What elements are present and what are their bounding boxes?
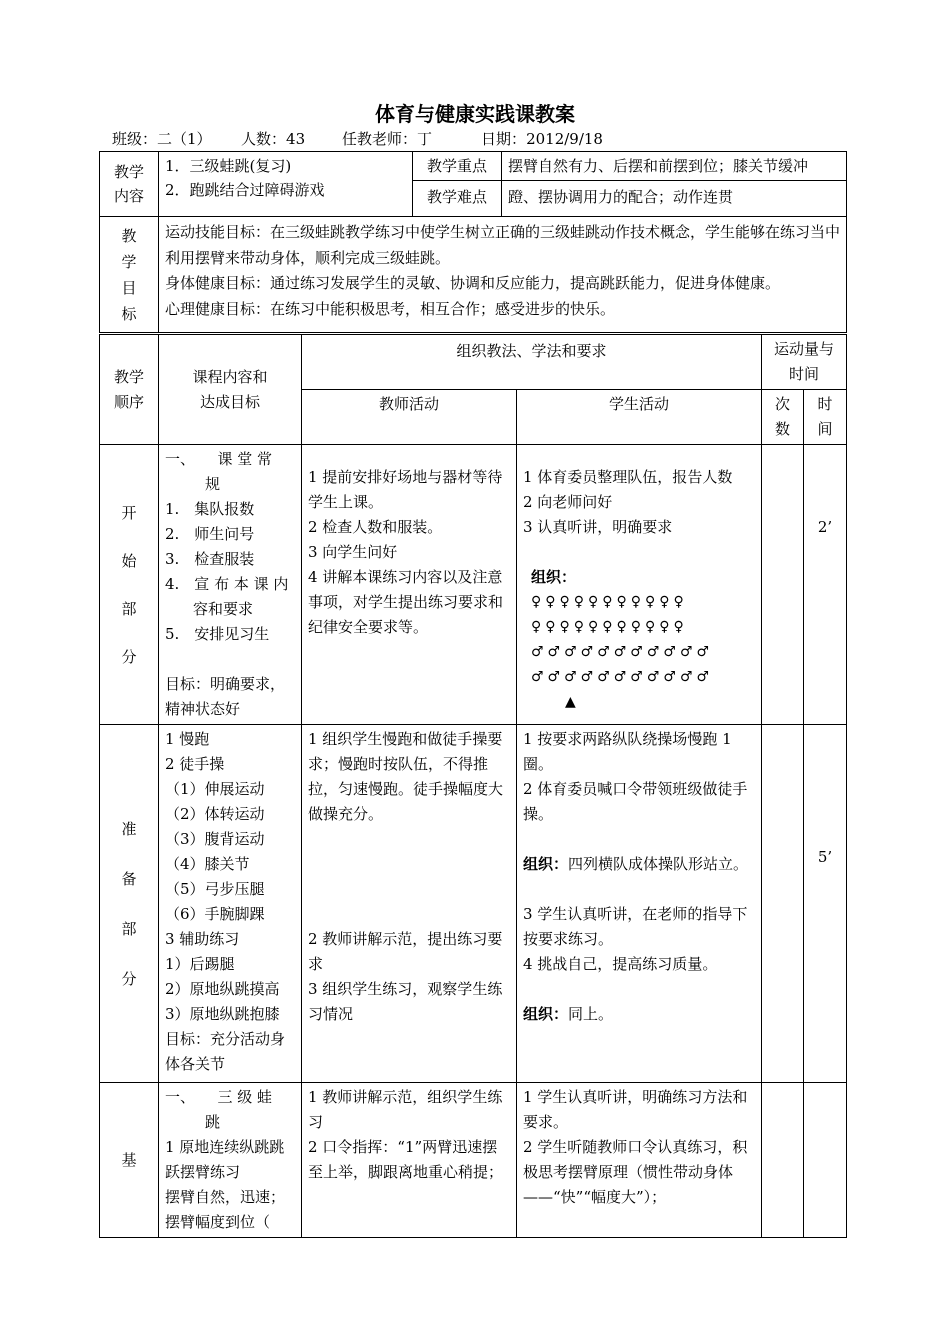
table-row	[100, 445, 847, 725]
col-teacher: 教师活动	[302, 390, 517, 445]
org-label: 组织：	[531, 568, 577, 586]
formation-row-male: ♂♂♂♂♂♂♂♂♂♂♂	[531, 644, 714, 660]
formation-row-female: ♀♀♀♀♀♀♀♀♀♀♀	[531, 619, 688, 635]
goals-label: 教 学 目 标	[100, 217, 159, 333]
col-method: 组织教法、学法和要求	[302, 335, 762, 390]
lesson-table	[99, 334, 847, 1238]
section-time	[804, 1083, 847, 1238]
teacher-label: 任教老师：	[342, 130, 418, 148]
table-row	[100, 725, 847, 1083]
section-content: 一、 课 堂 常 规 1. 集队报数 2. 师生问号 3. 检查服装 4. 宣 布 本 课 内 容和要求 5. 安排见习生 目标：明确要求，精神状态好	[159, 445, 302, 725]
col-order: 教学 顺序	[100, 335, 159, 445]
content-label: 教学 内容	[100, 152, 159, 217]
col-load: 运动量与 时间	[762, 335, 847, 390]
section-count	[762, 445, 804, 725]
teacher-position-icon: ▲	[565, 694, 576, 710]
section-count	[762, 725, 804, 1083]
org-label: 组织：	[523, 1005, 569, 1023]
key-label: 教学重点	[413, 152, 502, 181]
section-student: 1 按要求两路纵队绕操场慢跑 1 圈。 2 体育委员喊口令带领班级做徒手操。 组织：四列横队成体操队形站立。 3 学生认真听讲，在老师的指导下按要求练习。 4 挑战自己，提高练习质量。 组织：同上。	[517, 725, 762, 1083]
content-items	[159, 152, 413, 217]
section-time: 5’	[804, 725, 847, 1083]
goals-text	[159, 217, 847, 333]
section-label: 基	[100, 1083, 159, 1238]
key-value: 摆臂自然有力、后摆和前摆到位；膝关节缓冲	[502, 152, 847, 181]
teacher-value: 丁	[417, 130, 433, 148]
section-count	[762, 1083, 804, 1238]
date-value: 2012/9/18	[526, 130, 603, 148]
difficulty-label: 教学难点	[413, 181, 502, 217]
section-teacher: 1 教师讲解示范，组织学生练习 2 口令指挥：“1”两臂迅速摆至上举，脚跟离地重心稍提；	[302, 1083, 517, 1238]
content-item: 1．三级蛙跳(复习)	[165, 157, 292, 175]
info-line	[112, 128, 603, 149]
col-student: 学生活动	[517, 390, 762, 445]
goal-body: 身体健康目标：通过练习发展学生的灵敏、协调和反应能力，提高跳跃能力，促进身体健康。	[165, 274, 781, 292]
section-time: 2’	[804, 445, 847, 725]
col-time: 时 间	[804, 390, 847, 445]
section-content: 一、 三 级 蛙 跳 1 原地连续纵跳跳跃摆臂练习 摆臂自然，迅速；摆臂幅度到位（	[159, 1083, 302, 1238]
section-teacher: 1 组织学生慢跑和做徒手操要求；慢跑时按队伍，不得推拉，匀速慢跑。徒手操幅度大做操充分。 2 教师讲解示范，提出练习要求 3 组织学生练习，观察学生练习情况	[302, 725, 517, 1083]
content-item: 2．跑跳结合过障碍游戏	[165, 181, 325, 199]
class-value: 二（1）	[157, 130, 212, 148]
header-table	[99, 151, 847, 333]
section-student: 1 学生认真听讲，明确练习方法和要求。 2 学生听随教师口令认真练习，积极思考摆臂原理（惯性带动身体——“快”“幅度大”）；	[517, 1083, 762, 1238]
section-student: 1 体育委员整理队伍，报告人数 2 向老师问好 3 认真听讲，明确要求 组织： ♀♀♀♀♀♀♀♀♀♀♀ ♀♀♀♀♀♀♀♀♀♀♀ ♂♂♂♂♂♂♂♂♂♂♂ ♂♂♂♂♂♂♂♂♂♂♂ ▲	[517, 445, 762, 725]
formation-row-male: ♂♂♂♂♂♂♂♂♂♂♂	[531, 669, 714, 685]
section-content: 1 慢跑 2 徒手操 （1）伸展运动 （2）体转运动 （3）腹背运动 （4）膝关节 （5）弓步压腿 （6）手腕脚踝 3 辅助练习 1）后踢腿 2）原地纵跳摸高 3）原地纵跳抱膝 目标：充分活动身体各关节	[159, 725, 302, 1083]
section-label: 开 始 部 分	[100, 445, 159, 725]
class-label: 班级：	[112, 130, 158, 148]
count-value: 43	[286, 130, 306, 148]
section-label: 准 备 部 分	[100, 725, 159, 1083]
page-title: 体育与健康实践课教案	[375, 102, 575, 126]
count-label: 人数：	[241, 130, 287, 148]
difficulty-value: 蹬、摆协调用力的配合；动作连贯	[502, 181, 847, 217]
goal-mind: 心理健康目标：在练习中能积极思考，相互合作；感受进步的快乐。	[165, 299, 616, 318]
col-count: 次 数	[762, 390, 804, 445]
col-content: 课程内容和 达成目标	[159, 335, 302, 445]
date-label: 日期：	[481, 130, 527, 148]
goal-skill: 运动技能目标：在三级蛙跳教学练习中使学生树立正确的三级蛙跳动作技术概念，学生能够在练习当中利用摆臂来带动身体，顺利完成三级蛙跳。	[165, 223, 841, 267]
table-row	[100, 1083, 847, 1238]
formation-row-female: ♀♀♀♀♀♀♀♀♀♀♀	[531, 594, 688, 610]
section-teacher: 1 提前安排好场地与器材等待学生上课。 2 检查人数和服装。 3 向学生问好 4 讲解本课练习内容以及注意事项，对学生提出练习要求和纪律安全要求等。	[302, 445, 517, 725]
org-label: 组织：	[523, 855, 569, 873]
